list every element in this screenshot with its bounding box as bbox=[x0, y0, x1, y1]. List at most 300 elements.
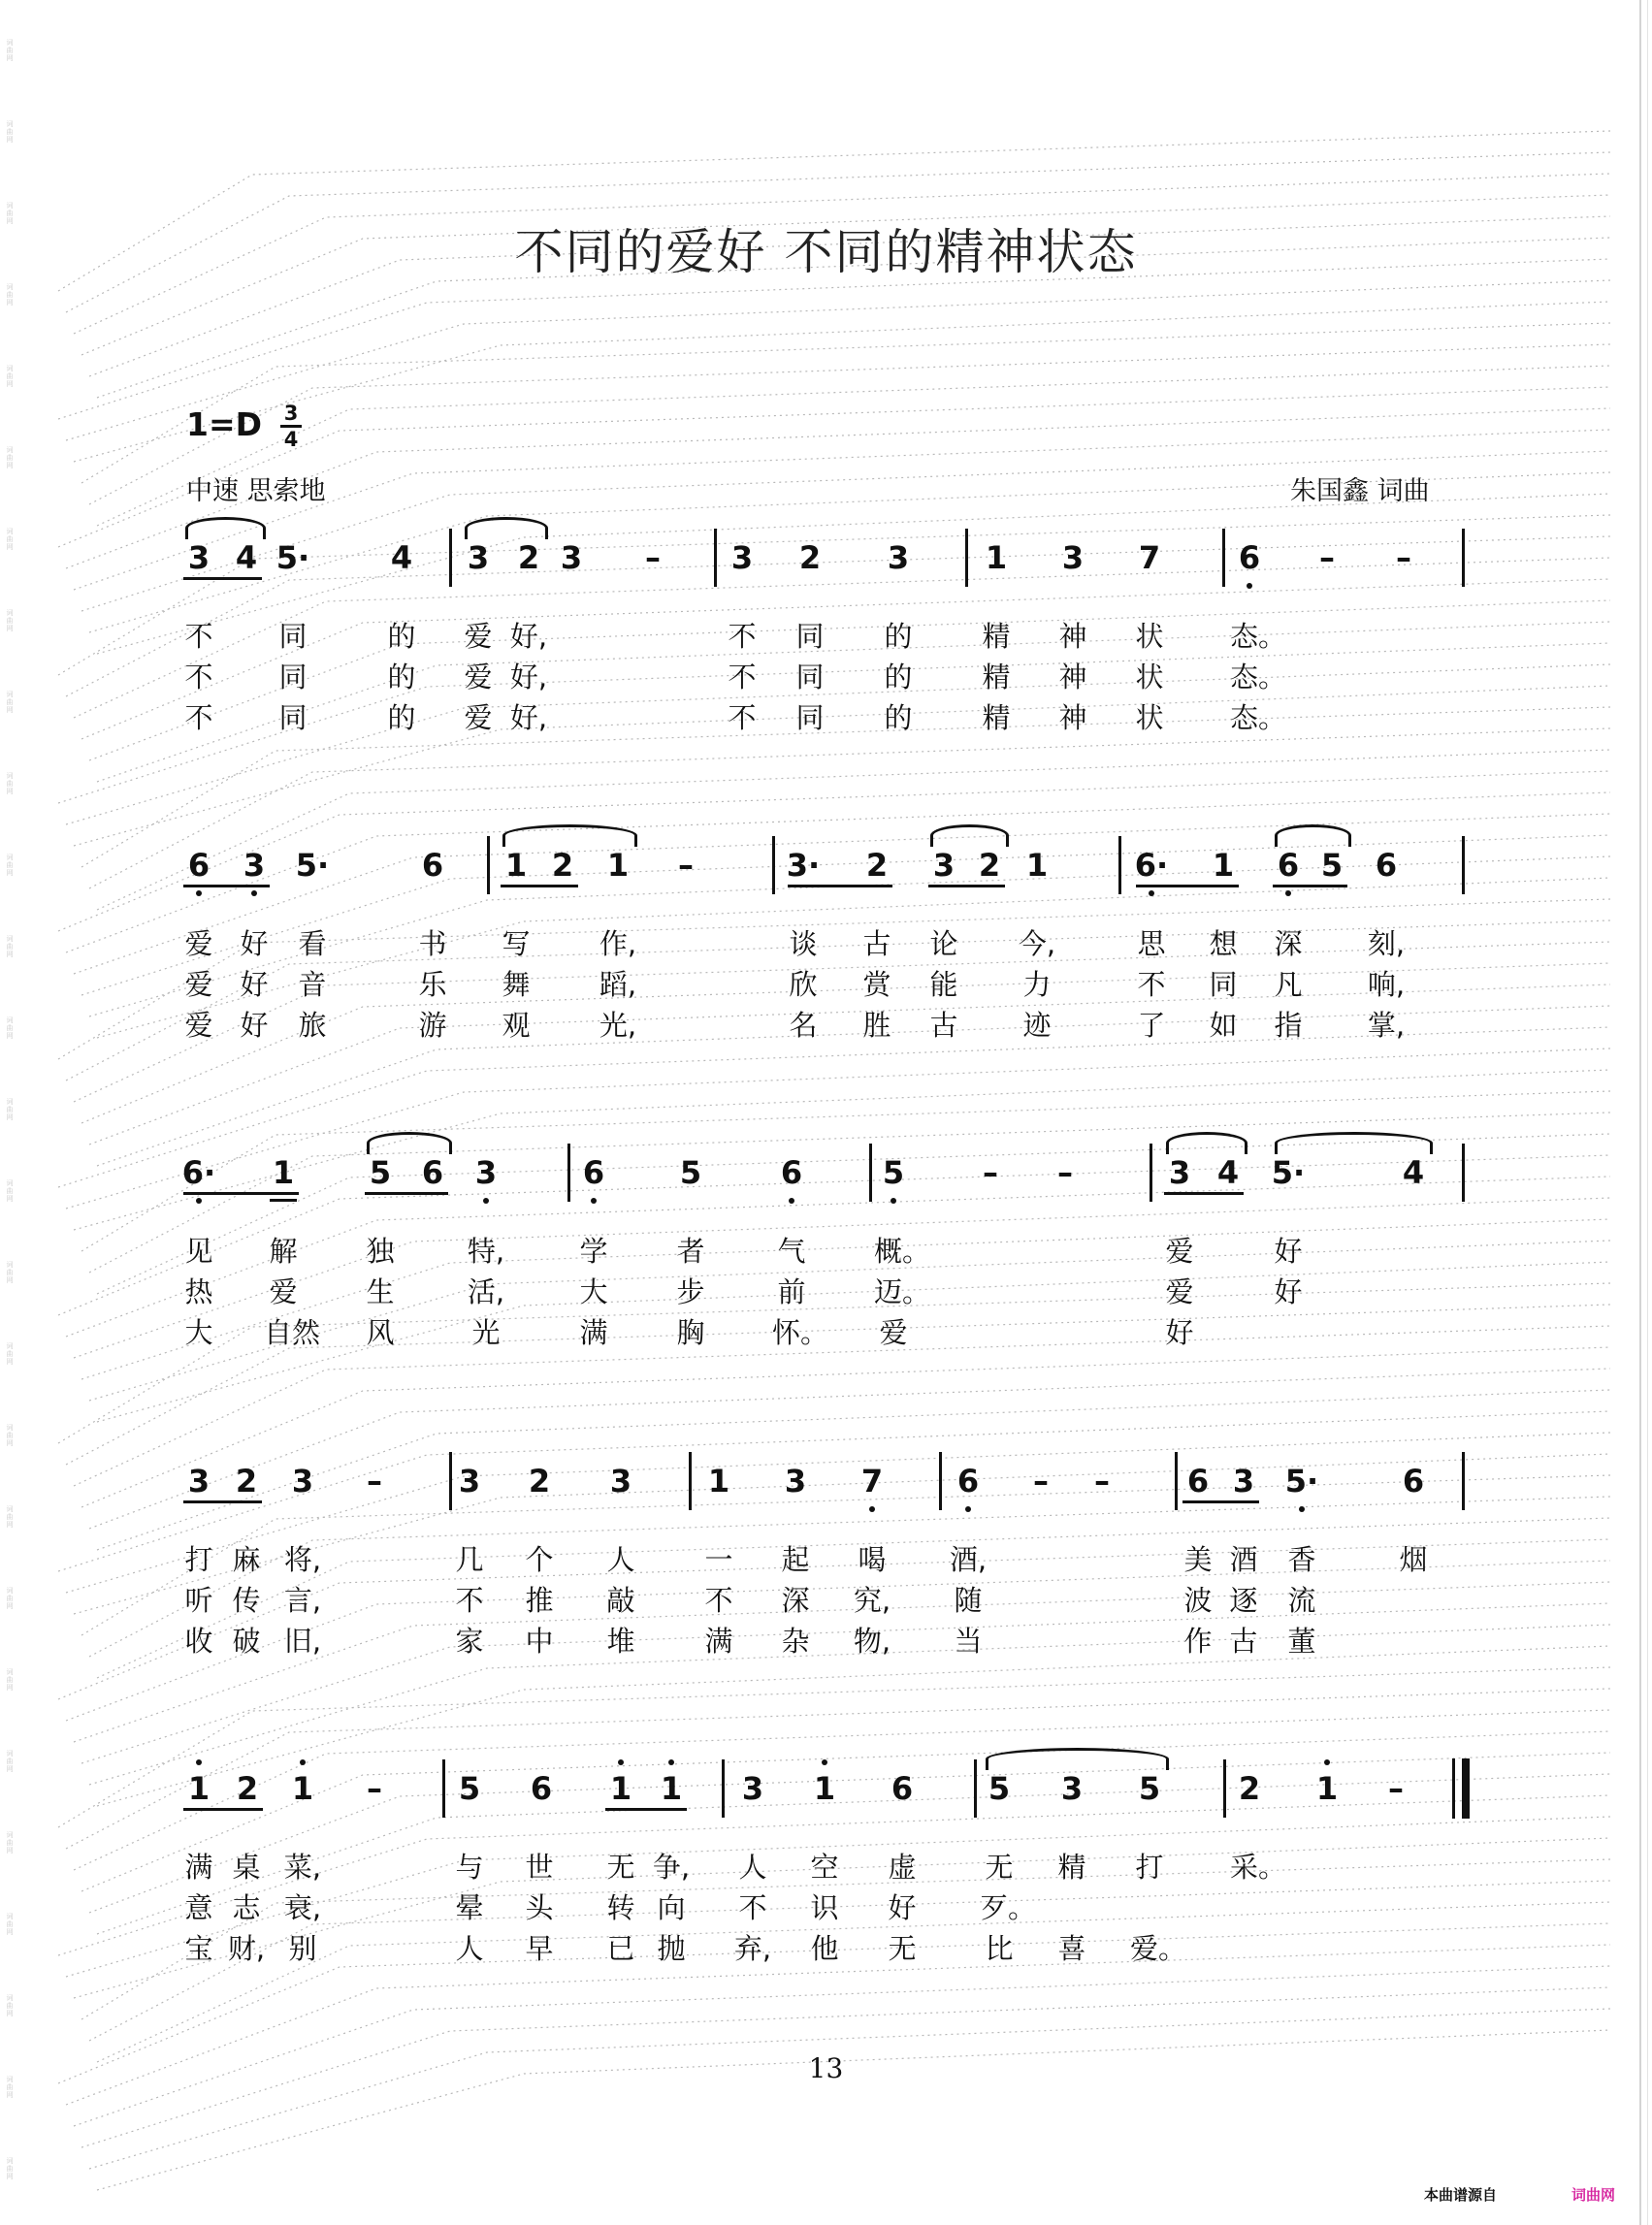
lyric-syllable: 精 bbox=[1057, 1851, 1086, 1884]
lyric-syllable: 赏 bbox=[862, 968, 891, 1001]
lyric-syllable: 随 bbox=[954, 1584, 983, 1617]
note: 5· bbox=[295, 847, 330, 884]
watermark-text: 词 曲 网 bbox=[6, 1424, 14, 1447]
lyric-syllable: 意 bbox=[184, 1891, 213, 1924]
upper-octave-dot bbox=[196, 1759, 202, 1765]
lyric-syllable: 同 bbox=[278, 620, 308, 653]
lyric-syllable: 态。 bbox=[1230, 661, 1287, 693]
slur bbox=[986, 1748, 1169, 1770]
lyric-syllable: 蹈, bbox=[599, 968, 637, 1001]
lyric-syllable: 爱 bbox=[269, 1275, 298, 1308]
lyric-syllable: 空 bbox=[810, 1851, 839, 1884]
lyric-syllable: 好 bbox=[1274, 1235, 1303, 1268]
note: 3 bbox=[730, 539, 754, 576]
lyric-syllable: 爱 bbox=[464, 661, 493, 693]
barline bbox=[1175, 1452, 1178, 1510]
lyric-syllable: 波 bbox=[1183, 1584, 1213, 1617]
barline bbox=[442, 1759, 445, 1818]
lyric-syllable: 响, bbox=[1367, 968, 1406, 1001]
note: 2 bbox=[1238, 1770, 1261, 1807]
eighth-underline bbox=[928, 885, 1005, 887]
lyric-syllable: 争, bbox=[652, 1851, 691, 1884]
upper-octave-dot bbox=[668, 1759, 674, 1765]
note: 3 bbox=[1232, 1463, 1255, 1499]
watermark-text: 词 曲 网 bbox=[6, 772, 14, 795]
lyric-syllable: 识 bbox=[810, 1891, 839, 1924]
note: 6· bbox=[181, 1154, 216, 1191]
note: 7 bbox=[860, 1463, 884, 1499]
note: 3 bbox=[187, 539, 211, 576]
barline bbox=[689, 1452, 692, 1510]
lower-octave-dot bbox=[891, 1198, 896, 1204]
barline bbox=[722, 1759, 725, 1818]
eighth-underline bbox=[183, 1192, 299, 1195]
note: 6 bbox=[1238, 539, 1261, 576]
lyric-syllable: 精 bbox=[982, 620, 1011, 653]
note: 2 bbox=[551, 847, 574, 884]
lyric-syllable: 好 bbox=[240, 968, 269, 1001]
note: – bbox=[1057, 1154, 1073, 1191]
barline bbox=[1222, 529, 1225, 587]
lyric-syllable: 怀。 bbox=[772, 1316, 829, 1349]
note: 2 bbox=[236, 1770, 259, 1807]
note: 3 bbox=[784, 1463, 807, 1499]
eighth-underline bbox=[183, 1500, 262, 1503]
upper-octave-dot bbox=[822, 1759, 827, 1765]
song-title: 不同的爱好 不同的精神状态 bbox=[514, 224, 1138, 280]
sixteenth-underline bbox=[270, 1199, 297, 1202]
lyric-syllable: 胜 bbox=[862, 1009, 891, 1042]
watermark-text: 词 曲 网 bbox=[6, 1016, 14, 1040]
note: 3 bbox=[741, 1770, 764, 1807]
author-credit: 朱国鑫 词曲 bbox=[1290, 476, 1430, 506]
note: – bbox=[367, 1463, 382, 1499]
lyric-syllable: 的 bbox=[884, 620, 913, 653]
eighth-underline bbox=[1136, 885, 1239, 887]
note: 3 bbox=[467, 539, 490, 576]
lyric-syllable: 比 bbox=[985, 1932, 1014, 1965]
note: 6· bbox=[1134, 847, 1169, 884]
note: 1 bbox=[660, 1770, 683, 1807]
lyric-syllable: 家 bbox=[455, 1625, 484, 1658]
note: 1 bbox=[1315, 1770, 1339, 1807]
lyric-syllable: 向 bbox=[657, 1891, 686, 1924]
lyric-syllable: 满 bbox=[184, 1851, 213, 1884]
note: 2 bbox=[978, 847, 1001, 884]
note: 6 bbox=[1186, 1463, 1210, 1499]
lyric-syllable: 神 bbox=[1058, 620, 1087, 653]
lyric-syllable: 满 bbox=[579, 1316, 608, 1349]
note: 2 bbox=[235, 1463, 258, 1499]
eighth-underline bbox=[501, 885, 578, 887]
lyric-syllable: 爱 bbox=[1165, 1235, 1194, 1268]
lyric-syllable: 推 bbox=[525, 1584, 554, 1617]
barline bbox=[1462, 529, 1465, 587]
lyric-syllable: 爱。 bbox=[1130, 1932, 1187, 1965]
lyric-syllable: 与 bbox=[455, 1851, 484, 1884]
lyric-syllable: 欣 bbox=[789, 968, 818, 1001]
note: 1 bbox=[291, 1770, 314, 1807]
lyric-syllable: 态。 bbox=[1230, 620, 1287, 653]
lyric-syllable: 大 bbox=[184, 1316, 213, 1349]
note: 1 bbox=[272, 1154, 295, 1191]
lyric-syllable: 酒 bbox=[1229, 1543, 1258, 1576]
eighth-underline bbox=[365, 1192, 448, 1195]
time-signature bbox=[278, 402, 304, 451]
eighth-underline bbox=[1273, 885, 1347, 887]
note: 3 bbox=[1060, 1770, 1084, 1807]
note: 3 bbox=[609, 1463, 632, 1499]
lyric-syllable: 物, bbox=[853, 1625, 891, 1658]
watermark-text: 词 曲 网 bbox=[6, 528, 14, 551]
lyric-syllable: 同 bbox=[278, 701, 308, 734]
barline bbox=[1150, 1144, 1152, 1202]
lyric-syllable: 特, bbox=[467, 1235, 505, 1268]
lower-octave-dot bbox=[965, 1506, 971, 1512]
lyric-syllable: 精 bbox=[982, 661, 1011, 693]
barline bbox=[772, 836, 775, 894]
lyric-syllable: 精 bbox=[982, 701, 1011, 734]
lyric-syllable: 生 bbox=[366, 1275, 395, 1308]
slur bbox=[465, 517, 548, 539]
lyric-syllable: 指 bbox=[1274, 1009, 1303, 1042]
tempo-marking: 中速 思索地 bbox=[186, 476, 326, 506]
lyric-syllable: 气 bbox=[777, 1235, 806, 1268]
lyric-syllable: 晕 bbox=[455, 1891, 484, 1924]
watermark-text: 词 曲 网 bbox=[6, 1668, 14, 1692]
lower-octave-dot bbox=[251, 890, 257, 896]
lyric-syllable: 堆 bbox=[606, 1625, 635, 1658]
note: 3 bbox=[1061, 539, 1085, 576]
note: 1 bbox=[1025, 847, 1049, 884]
eighth-underline bbox=[183, 1808, 263, 1811]
lyric-syllable: 活, bbox=[467, 1275, 505, 1308]
lyric-syllable: 迹 bbox=[1022, 1009, 1052, 1042]
note: 6 bbox=[956, 1463, 980, 1499]
note: 5 bbox=[679, 1154, 702, 1191]
lyric-syllable: 同 bbox=[1209, 968, 1238, 1001]
lyric-syllable: 转 bbox=[606, 1891, 635, 1924]
lyric-syllable: 思 bbox=[1137, 927, 1166, 960]
note: 5 bbox=[369, 1154, 392, 1191]
lyric-syllable: 满 bbox=[704, 1625, 733, 1658]
note: 4 bbox=[390, 539, 413, 576]
lyric-syllable: 同 bbox=[278, 661, 308, 693]
note: 4 bbox=[1402, 1154, 1425, 1191]
note: 1 bbox=[187, 1770, 211, 1807]
lyric-syllable: 的 bbox=[387, 701, 416, 734]
slur bbox=[185, 517, 266, 539]
note: 5· bbox=[1271, 1154, 1306, 1191]
watermark-text: 词 曲 网 bbox=[6, 2076, 14, 2099]
barline bbox=[974, 1759, 977, 1818]
slur bbox=[1275, 824, 1351, 847]
lyric-syllable: 深 bbox=[1274, 927, 1303, 960]
note: 6 bbox=[1375, 847, 1398, 884]
lyric-syllable: 迈。 bbox=[874, 1275, 931, 1308]
note: 5 bbox=[882, 1154, 905, 1191]
lyric-syllable: 中 bbox=[525, 1625, 554, 1658]
lyric-syllable: 谈 bbox=[789, 927, 818, 960]
lyric-syllable: 打 bbox=[184, 1543, 213, 1576]
lyric-syllable: 杂 bbox=[781, 1625, 810, 1658]
lyric-syllable: 旧, bbox=[283, 1625, 322, 1658]
lyric-syllable: 好 bbox=[240, 927, 269, 960]
lyric-syllable: 不 bbox=[184, 661, 213, 693]
lyric-syllable: 喝 bbox=[858, 1543, 887, 1576]
lyric-syllable: 书 bbox=[418, 927, 447, 960]
lower-octave-dot bbox=[1299, 1506, 1305, 1512]
source-label: 本曲谱源自 bbox=[1424, 2186, 1498, 2204]
note: 6 bbox=[530, 1770, 553, 1807]
lyric-syllable: 独 bbox=[366, 1235, 395, 1268]
lyric-syllable: 烟 bbox=[1399, 1543, 1428, 1576]
lyric-syllable: 好 bbox=[1165, 1316, 1194, 1349]
barline bbox=[449, 529, 452, 587]
lyric-syllable: 早 bbox=[525, 1932, 554, 1965]
time-signature-top: 3 bbox=[283, 402, 299, 425]
lyric-syllable: 采。 bbox=[1230, 1851, 1287, 1884]
lower-octave-dot bbox=[1149, 890, 1154, 896]
note: 5 bbox=[988, 1770, 1011, 1807]
lyric-syllable: 见 bbox=[184, 1235, 213, 1268]
lyric-syllable: 抛 bbox=[657, 1932, 686, 1965]
note: 1 bbox=[609, 1770, 632, 1807]
lyric-syllable: 一 bbox=[704, 1543, 733, 1576]
barline bbox=[1462, 1452, 1465, 1510]
note: 3 bbox=[474, 1154, 498, 1191]
note: – bbox=[983, 1154, 998, 1191]
lyric-syllable: 音 bbox=[298, 968, 327, 1001]
lyric-syllable: 想 bbox=[1209, 927, 1238, 960]
slur bbox=[367, 1132, 452, 1154]
lyric-syllable: 论 bbox=[929, 927, 958, 960]
lyric-syllable: 能 bbox=[929, 968, 958, 1001]
lyric-syllable: 解 bbox=[269, 1235, 298, 1268]
lyric-syllable: 旅 bbox=[298, 1009, 327, 1042]
lyric-syllable: 好, bbox=[509, 701, 548, 734]
lyric-syllable: 头 bbox=[525, 1891, 554, 1924]
note: 5· bbox=[275, 539, 310, 576]
note: 5· bbox=[1284, 1463, 1319, 1499]
note: 4 bbox=[1216, 1154, 1240, 1191]
lyric-syllable: 人 bbox=[455, 1932, 484, 1965]
lyric-syllable: 衰, bbox=[283, 1891, 322, 1924]
lyric-syllable: 古 bbox=[929, 1009, 958, 1042]
lyric-syllable: 同 bbox=[795, 661, 825, 693]
watermark-text: 词 曲 网 bbox=[6, 39, 14, 62]
lyric-syllable: 深 bbox=[781, 1584, 810, 1617]
note: 1 bbox=[707, 1463, 730, 1499]
upper-octave-dot bbox=[1324, 1759, 1330, 1765]
watermark-text: 词 曲 网 bbox=[6, 1750, 14, 1773]
lyric-syllable: 好, bbox=[509, 661, 548, 693]
note: 1 bbox=[504, 847, 528, 884]
lyric-syllable: 将, bbox=[283, 1543, 322, 1576]
watermark-text: 词 曲 网 bbox=[6, 1994, 14, 2017]
lyric-syllable: 桌 bbox=[232, 1851, 261, 1884]
lyric-syllable: 无 bbox=[888, 1932, 917, 1965]
lyric-syllable: 人 bbox=[738, 1851, 767, 1884]
lyric-syllable: 听 bbox=[184, 1584, 213, 1617]
lyric-syllable: 作, bbox=[599, 927, 637, 960]
note: 1 bbox=[606, 847, 630, 884]
note: 3 bbox=[560, 539, 583, 576]
lyric-syllable: 不 bbox=[728, 620, 757, 653]
lyric-syllable: 态。 bbox=[1230, 701, 1287, 734]
eighth-underline bbox=[605, 1808, 687, 1811]
lyric-syllable: 不 bbox=[738, 1891, 767, 1924]
note: 6 bbox=[891, 1770, 914, 1807]
note: 7 bbox=[1138, 539, 1161, 576]
lyric-syllable: 游 bbox=[418, 1009, 447, 1042]
lyric-syllable: 好 bbox=[240, 1009, 269, 1042]
lyric-syllable: 弃, bbox=[733, 1932, 772, 1965]
lyric-syllable: 不 bbox=[704, 1584, 733, 1617]
watermark-text: 词 曲 网 bbox=[6, 1831, 14, 1854]
lyric-syllable: 无 bbox=[985, 1851, 1014, 1884]
lyric-syllable: 状 bbox=[1135, 701, 1164, 734]
page-number: 13 bbox=[808, 2052, 844, 2084]
note: 2 bbox=[517, 539, 540, 576]
lyric-syllable: 收 bbox=[184, 1625, 213, 1658]
note: – bbox=[1396, 539, 1411, 576]
lyric-syllable: 同 bbox=[795, 701, 825, 734]
eighth-underline bbox=[183, 885, 270, 887]
eighth-underline bbox=[183, 577, 262, 580]
lyric-syllable: 同 bbox=[795, 620, 825, 653]
lyric-syllable: 的 bbox=[387, 661, 416, 693]
note: 3 bbox=[1168, 1154, 1191, 1191]
lyric-syllable: 写 bbox=[502, 927, 531, 960]
lyric-syllable: 不 bbox=[455, 1584, 484, 1617]
watermark-text: 词 曲 网 bbox=[6, 365, 14, 388]
source-site-logo[interactable]: 词曲网 bbox=[1571, 2186, 1616, 2204]
lyric-syllable: 神 bbox=[1058, 661, 1087, 693]
lyric-syllable: 无 bbox=[606, 1851, 635, 1884]
slur bbox=[1166, 1132, 1247, 1154]
lower-octave-dot bbox=[1247, 583, 1252, 589]
lower-octave-dot bbox=[591, 1198, 597, 1204]
lyric-syllable: 菜, bbox=[283, 1851, 322, 1884]
note: 1 bbox=[813, 1770, 836, 1807]
lyric-syllable: 爱 bbox=[464, 701, 493, 734]
note: 2 bbox=[865, 847, 889, 884]
lyric-syllable: 观 bbox=[502, 1009, 531, 1042]
lower-octave-dot bbox=[483, 1198, 489, 1204]
lyric-syllable: 言, bbox=[283, 1584, 322, 1617]
lyric-syllable: 好 bbox=[888, 1891, 917, 1924]
lyric-syllable: 不 bbox=[728, 701, 757, 734]
watermark-text: 词 曲 网 bbox=[6, 609, 14, 632]
watermark-text: 词 曲 网 bbox=[6, 1179, 14, 1203]
lyric-syllable: 不 bbox=[1137, 968, 1166, 1001]
lyric-syllable: 名 bbox=[789, 1009, 818, 1042]
watermark-text: 词 曲 网 bbox=[6, 691, 14, 714]
lyric-syllable: 光 bbox=[471, 1316, 501, 1349]
lyric-syllable: 舞 bbox=[502, 968, 531, 1001]
watermark-text: 词 曲 网 bbox=[6, 1913, 14, 1936]
lyric-syllable: 神 bbox=[1058, 701, 1087, 734]
barline bbox=[1223, 1759, 1226, 1818]
eighth-underline bbox=[788, 885, 892, 887]
lyric-syllable: 爱 bbox=[1165, 1275, 1194, 1308]
lyric-syllable: 概。 bbox=[874, 1235, 931, 1268]
lyric-syllable: 个 bbox=[525, 1543, 554, 1576]
watermark-text: 词 曲 网 bbox=[6, 935, 14, 958]
watermark-text: 词 曲 网 bbox=[6, 1098, 14, 1121]
lyric-syllable: 大 bbox=[579, 1275, 608, 1308]
final-barline-thick bbox=[1462, 1758, 1470, 1819]
note: 3 bbox=[291, 1463, 314, 1499]
lyric-syllable: 不 bbox=[184, 620, 213, 653]
lyric-syllable: 喜 bbox=[1057, 1932, 1086, 1965]
lyric-syllable: 逐 bbox=[1229, 1584, 1258, 1617]
note: 3 bbox=[932, 847, 956, 884]
note: 6 bbox=[1402, 1463, 1425, 1499]
lyric-syllable: 热 bbox=[184, 1275, 213, 1308]
note: 3 bbox=[243, 847, 266, 884]
note: 5 bbox=[1320, 847, 1344, 884]
lyric-syllable: 歹。 bbox=[980, 1891, 1037, 1924]
note: 6 bbox=[421, 847, 444, 884]
lyric-syllable: 自然 bbox=[264, 1316, 321, 1349]
note: 3 bbox=[887, 539, 910, 576]
lyric-syllable: 不 bbox=[728, 661, 757, 693]
lyric-syllable: 了 bbox=[1137, 1009, 1166, 1042]
note: – bbox=[1319, 539, 1335, 576]
lyric-syllable: 他 bbox=[810, 1932, 839, 1965]
note: 6 bbox=[187, 847, 211, 884]
lyric-syllable: 风 bbox=[366, 1316, 395, 1349]
lyric-syllable: 志 bbox=[232, 1891, 261, 1924]
lyric-syllable: 的 bbox=[884, 661, 913, 693]
note: – bbox=[678, 847, 694, 884]
note: 5 bbox=[458, 1770, 481, 1807]
lyric-syllable: 破 bbox=[232, 1625, 261, 1658]
note: 3 bbox=[458, 1463, 481, 1499]
slur bbox=[930, 824, 1009, 847]
barline bbox=[1118, 836, 1121, 894]
lyric-syllable: 美 bbox=[1183, 1543, 1213, 1576]
lyric-syllable: 力 bbox=[1022, 968, 1052, 1001]
lyric-syllable: 掌, bbox=[1367, 1009, 1406, 1042]
lyric-syllable: 已 bbox=[606, 1932, 635, 1965]
lyric-syllable: 刻, bbox=[1367, 927, 1406, 960]
watermark-text: 词 曲 网 bbox=[6, 120, 14, 144]
lower-octave-dot bbox=[789, 1198, 794, 1204]
note: 6 bbox=[421, 1154, 444, 1191]
watermark-text: 词 曲 网 bbox=[6, 854, 14, 877]
lyric-syllable: 财, bbox=[227, 1932, 266, 1965]
lyric-syllable: 起 bbox=[781, 1543, 810, 1576]
note: 1 bbox=[1212, 847, 1235, 884]
slur bbox=[502, 824, 637, 847]
lyric-syllable: 今, bbox=[1018, 927, 1056, 960]
lyric-syllable: 人 bbox=[606, 1543, 635, 1576]
lyric-syllable: 者 bbox=[676, 1235, 705, 1268]
lyric-syllable: 古 bbox=[862, 927, 891, 960]
watermark-text: 词 曲 网 bbox=[6, 1261, 14, 1284]
watermark-text: 词 曲 网 bbox=[6, 2157, 14, 2180]
time-signature-bottom: 4 bbox=[283, 428, 299, 451]
lyric-syllable: 虚 bbox=[888, 1851, 917, 1884]
lyric-syllable: 状 bbox=[1135, 620, 1164, 653]
upper-octave-dot bbox=[300, 1759, 306, 1765]
lyric-syllable: 看 bbox=[298, 927, 327, 960]
lyric-syllable: 胸 bbox=[676, 1316, 705, 1349]
lyric-syllable: 爱 bbox=[879, 1316, 908, 1349]
